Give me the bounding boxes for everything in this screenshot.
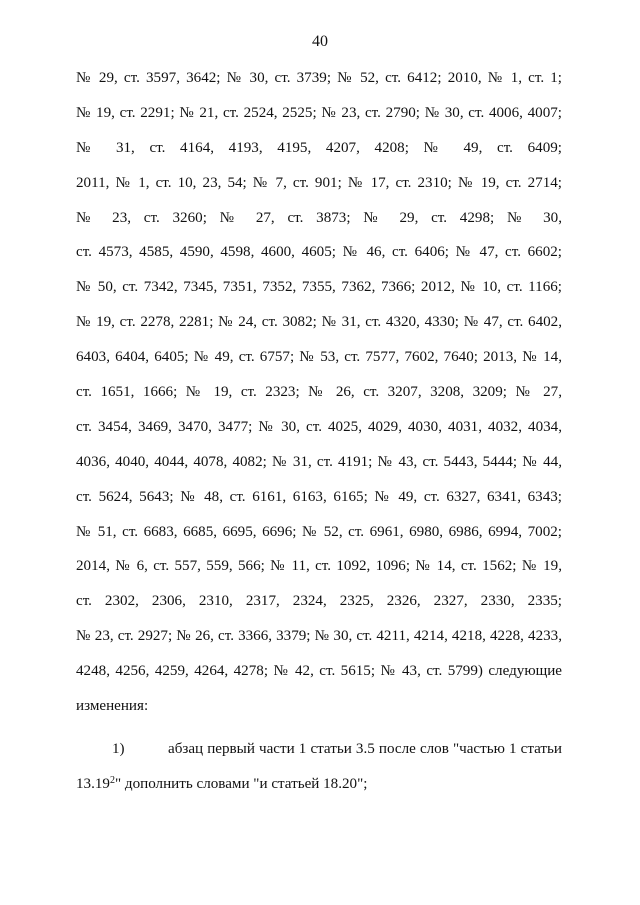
article-reference: 13.19 bbox=[76, 775, 110, 792]
legal-citations-paragraph bbox=[76, 69, 562, 732]
paragraph-line: 2011, № 1, ст. 10, 23, 54; № 7, ст. 901; № 17, ст. 2310; № 19, ст. 2714; bbox=[76, 174, 562, 191]
amendment-item-number: 1) bbox=[112, 740, 125, 757]
paragraph-line: № 51, ст. 6683, 6685, 6695, 6696; № 52, ст. 6961, 6980, 6986, 6994, 7002; bbox=[76, 523, 562, 540]
amendment-item-text: " дополнить словами "и статьей 18.20"; bbox=[114, 775, 368, 792]
paragraph-line: № 50, ст. 7342, 7345, 7351, 7352, 7355, 7362, 7366; 2012, № 10, ст. 1166; bbox=[76, 279, 562, 296]
paragraph-line: изменения: bbox=[76, 698, 149, 715]
paragraph-line: 4248, 4256, 4259, 4264, 4278; № 42, ст. 5615; № 43, ст. 5799) следующие bbox=[76, 663, 562, 680]
paragraph-line: ст. 5624, 5643; № 48, ст. 6161, 6163, 6165; № 49, ст. 6327, 6341, 6343; bbox=[76, 488, 562, 505]
amendment-item-1 bbox=[76, 740, 562, 810]
amendment-item-text: абзац первый части 1 статьи 3.5 после слов "частью 1 статьи bbox=[168, 740, 562, 757]
paragraph-line: 6403, 6404, 6405; № 49, ст. 6757; № 53, ст. 7577, 7602, 7640; 2013, № 14, bbox=[76, 349, 562, 366]
paragraph-line: № 19, ст. 2278, 2281; № 24, ст. 3082; № 31, ст. 4320, 4330; № 47, ст. 6402, bbox=[76, 314, 562, 331]
paragraph-line: ст. 3454, 3469, 3470, 3477; № 30, ст. 4025, 4029, 4030, 4031, 4032, 4034, bbox=[76, 418, 562, 435]
paragraph-line: ст. 4573, 4585, 4590, 4598, 4600, 4605; № 46, ст. 6406; № 47, ст. 6602; bbox=[76, 244, 562, 261]
paragraph-line: 2014, № 6, ст. 557, 559, 566; № 11, ст. 1092, 1096; № 14, ст. 1562; № 19, bbox=[76, 558, 562, 575]
paragraph-line: ст. 1651, 1666; № 19, ст. 2323; № 26, ст. 3207, 3208, 3209; № 27, bbox=[76, 384, 562, 401]
amendment-item-line bbox=[76, 775, 562, 810]
paragraph-line: ст. 2302, 2306, 2310, 2317, 2324, 2325, 2326, 2327, 2330, 2335; bbox=[76, 593, 562, 610]
paragraph-line: № 19, ст. 2291; № 21, ст. 2524, 2525; № 23, ст. 2790; № 30, ст. 4006, 4007; bbox=[76, 104, 562, 121]
paragraph-line: № 23, ст. 2927; № 26, ст. 3366, 3379; № 30, ст. 4211, 4214, 4218, 4228, 4233, bbox=[76, 628, 562, 645]
paragraph-line: № 31, ст. 4164, 4193, 4195, 4207, 4208; № 49, ст. 6409; bbox=[76, 139, 562, 156]
document-body bbox=[76, 69, 562, 810]
page-number: 40 bbox=[312, 33, 328, 50]
paragraph-line: № 29, ст. 3597, 3642; № 30, ст. 3739; № 52, ст. 6412; 2010, № 1, ст. 1; bbox=[76, 70, 562, 86]
article-superscript: 2 bbox=[109, 774, 115, 786]
paragraph-line: 4036, 4040, 4044, 4078, 4082; № 31, ст. 4191; № 43, ст. 5443, 5444; № 44, bbox=[76, 453, 562, 470]
paragraph-line: № 23, ст. 3260; № 27, ст. 3873; № 29, ст. 4298; № 30, bbox=[76, 209, 562, 226]
amendment-item-line bbox=[76, 740, 562, 775]
